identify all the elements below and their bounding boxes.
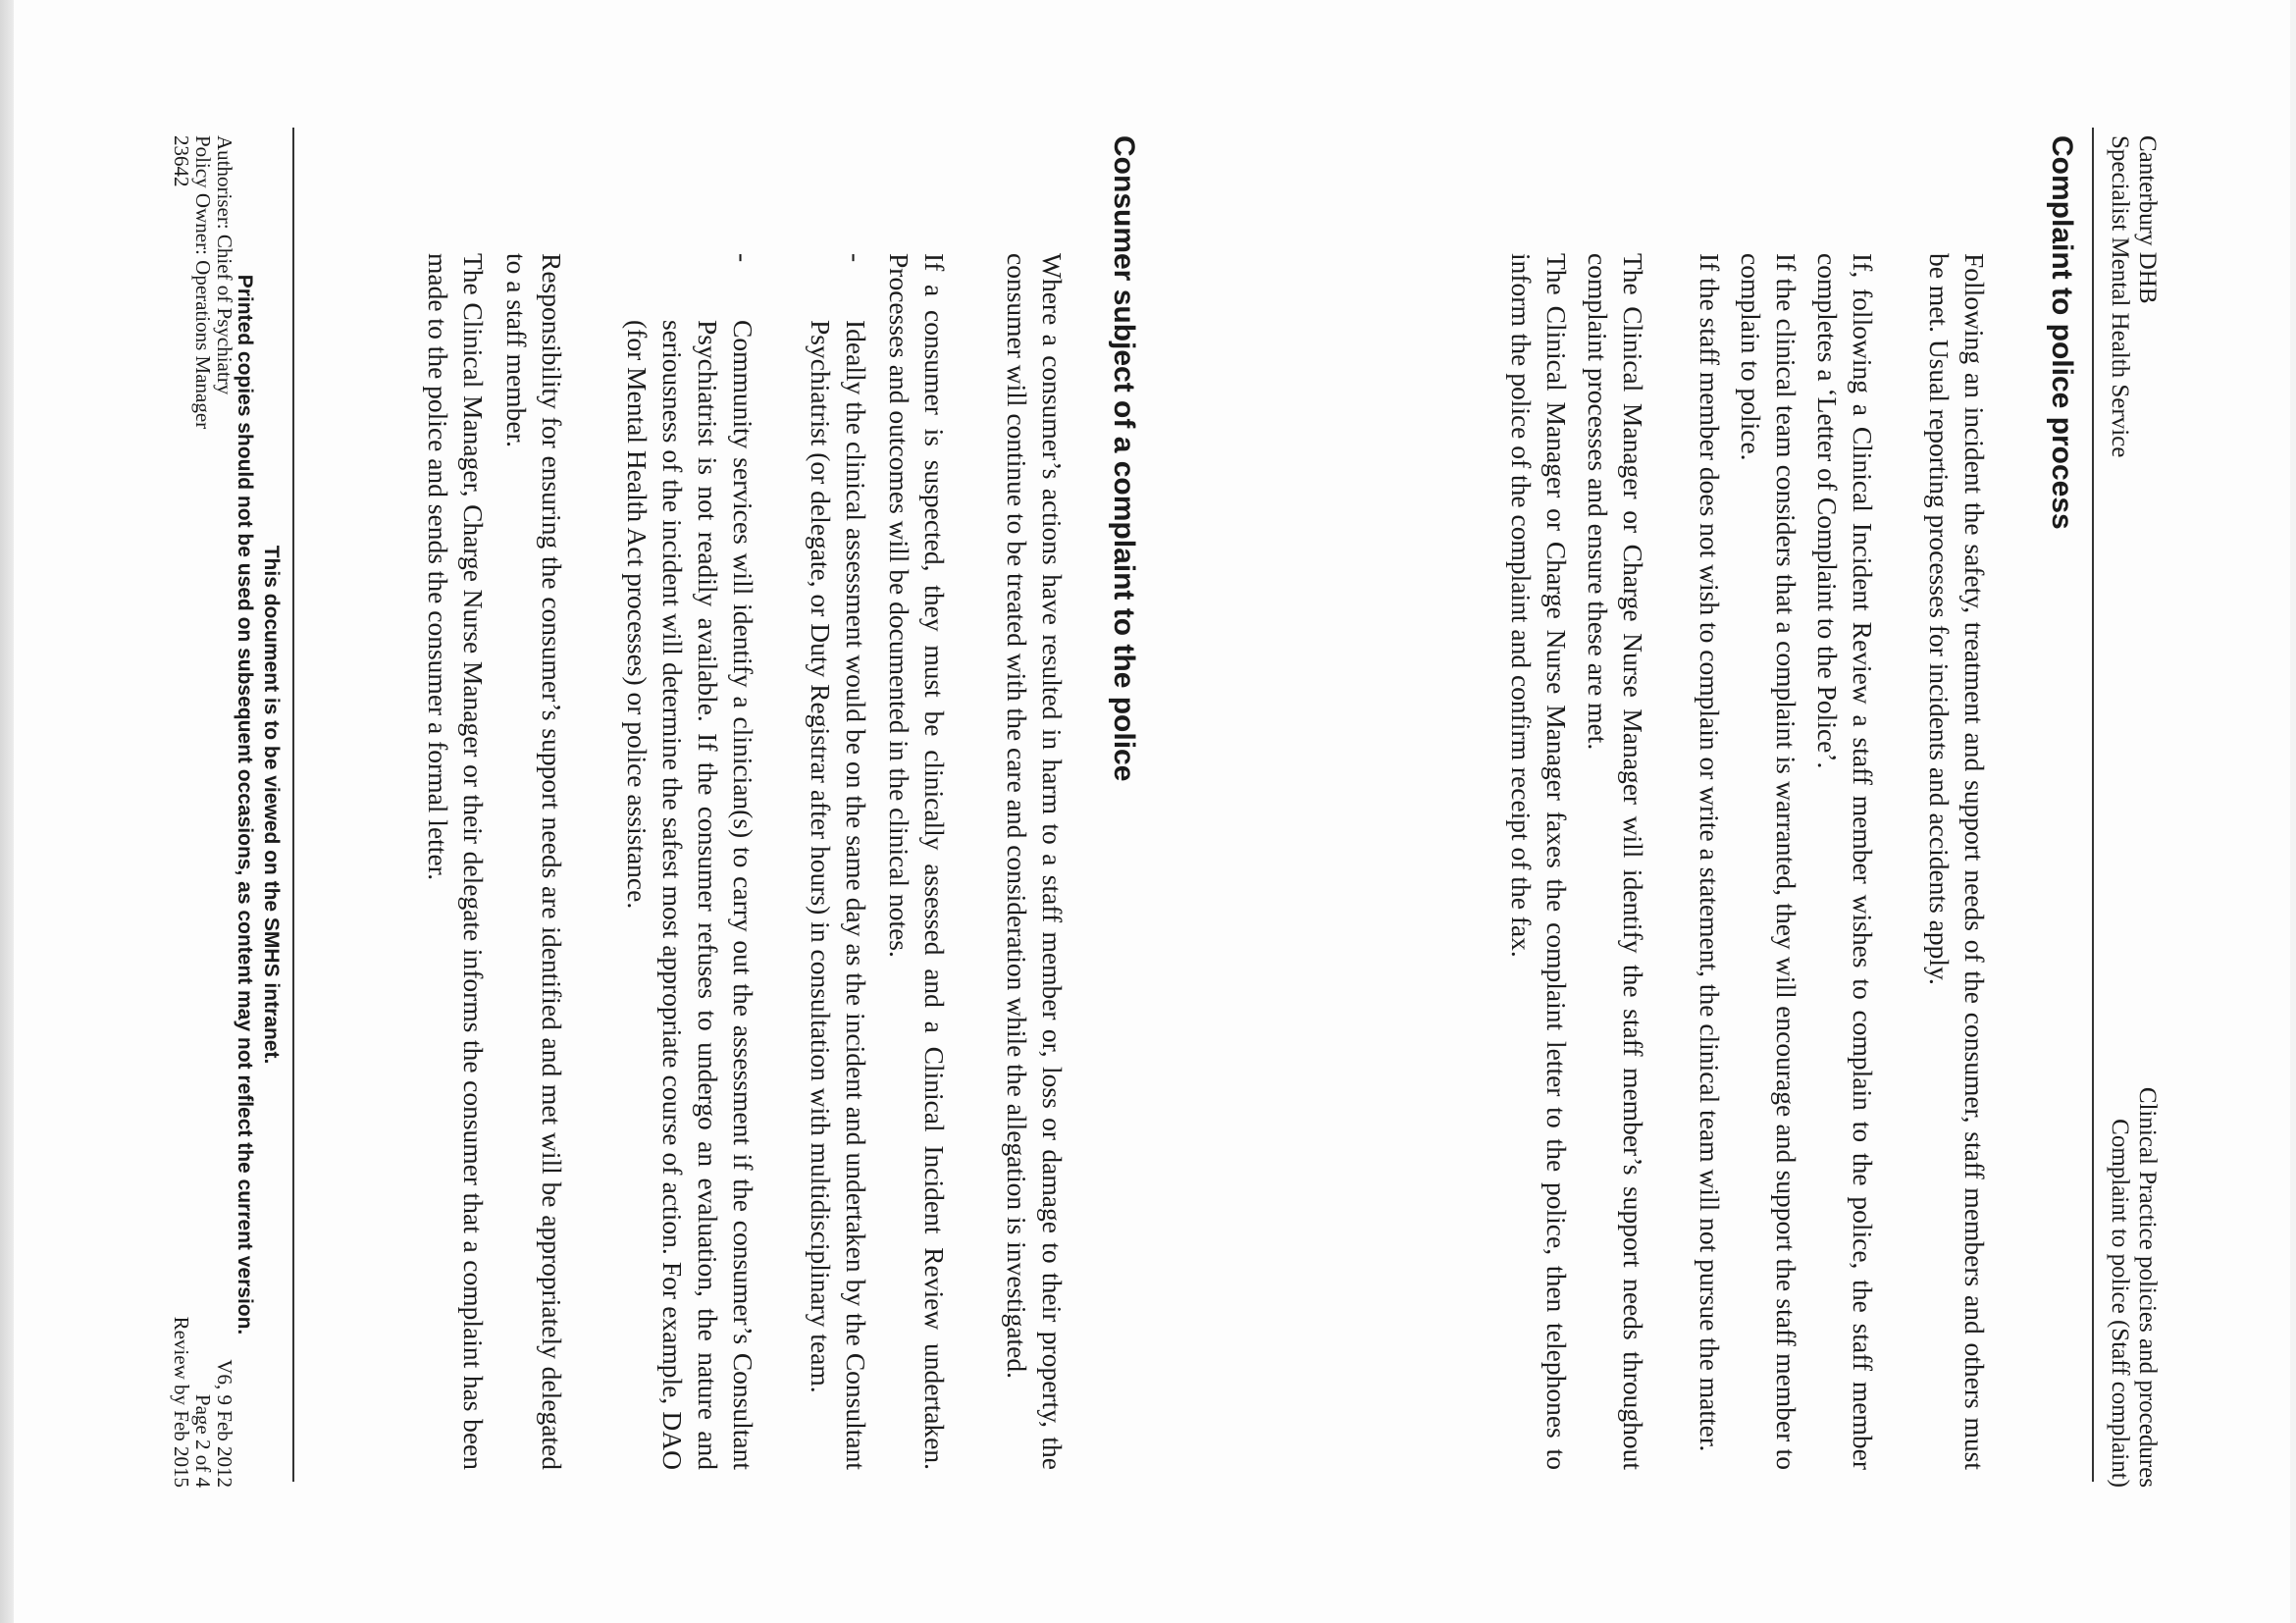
bullet-marker: - (728, 253, 758, 263)
header-policy-category: Clinical Practice policies and procedures (2134, 1086, 2161, 1488)
bullet-text: Ideally the clinical assessment would be on the same day as the incident and undertaken by the Consultant Psychiatrist (or delegate, or Duty Registrar after hours) in consultation with multidisciplinary team. (806, 320, 871, 1470)
header-organisation (2106, 135, 2161, 457)
section-title-consumer-subject: Consumer subject of a complaint to the police (1108, 135, 1140, 782)
section-title-complaint-process: Complaint to police process (2046, 135, 2078, 530)
scan-edge-top (2290, 0, 2296, 1623)
footer-review-date: Review by Feb 2015 (170, 1316, 193, 1488)
footer-divider (292, 128, 294, 1482)
scan-edge-bottom (0, 0, 14, 1623)
bullet-item (619, 253, 760, 1470)
bullet-text: Community services will identify a clinician(s) to carry out the assessment if the consumer’s Consultant Psychiatrist is not readily available. If the consumer refuses to undergo an evaluation, the nature and seriousness of the incident will determine the safest most appropriate course of action. For example, DAO (for Mental Health Act processes) or police assistance. (622, 320, 758, 1470)
header-document-info (2106, 1087, 2161, 1488)
paragraph: If, following a Clinical Incident Review a staff member wishes to complain to the police, the staff member completes a ‘Letter of Complaint to the Police’. (1812, 253, 1878, 1470)
footer-policy-owner: Policy Owner: Operations Manager (191, 135, 215, 430)
header-service-name: Specialist Mental Health Service (2107, 135, 2133, 458)
header-divider (2092, 128, 2094, 1482)
paragraph: Where a consumer’s actions have resulted in harm to a staff member or, loss or damage to their property, the consumer will continue to be treated with the care and consideration while the allegation is investigated. (1002, 253, 1068, 1470)
footer-notice-line: This document is to be viewed on the SMHS intranet. (260, 545, 283, 1065)
paragraph: Responsibility for ensuring the consumer’s support needs are identified and met will be appropriately delegated to a staff member. (501, 253, 567, 1470)
paragraph: The Clinical Manager or Charge Nurse Manager faxes the complaint letter to the police, then telephones to inform the police of the complaint and confirm receipt of the fax. (1506, 253, 1572, 1470)
bullet-item (803, 253, 873, 1470)
paragraph: If the clinical team considers that a complaint is warranted, they will encourage and support the staff member to complain to police. (1736, 253, 1801, 1470)
header-policy-title: Complaint to police (Staff complaint) (2107, 1119, 2133, 1488)
header-org-name: Canterbury DHB (2134, 135, 2161, 304)
footer-ownership (171, 135, 235, 429)
footer-authoriser: Authoriser: Chief of Psychiatry (213, 135, 236, 395)
footer-version-info (171, 1317, 235, 1488)
footer-notice-line: Printed copies should not be used on subsequent occasions, as content may not reflect the current version. (234, 274, 256, 1335)
paragraph: If the staff member does not wish to complain or write a statement, the clinical team will not pursue the matter. (1695, 253, 1725, 1452)
footer-page-number: Page 2 of 4 (191, 1393, 215, 1488)
footer-intranet-notice (232, 128, 285, 1482)
paragraph: The Clinical Manager, Charge Nurse Manager or their delegate informs the consumer that a complaint has been made to the police and sends the consumer a formal letter. (423, 253, 489, 1470)
paragraph: The Clinical Manager or Charge Nurse Manager will identify the staff member’s support needs throughout complaint processes and ensure these are met. (1583, 253, 1648, 1470)
paragraph: Following an incident the safety, treatment and support needs of the consumer, staff members and others must be met. Usual reporting processes for incidents and accidents apply. (1924, 253, 1990, 1470)
footer-version: V6, 9 Feb 2012 (213, 1359, 236, 1488)
bullet-marker: - (841, 253, 871, 263)
paragraph: If a consumer is suspected, they must be clinically assessed and a Clinical Incident Review undertaken. Processes and outcomes will be documented in the clinical notes. (884, 253, 950, 1470)
footer-doc-number: 23642 (170, 135, 193, 187)
